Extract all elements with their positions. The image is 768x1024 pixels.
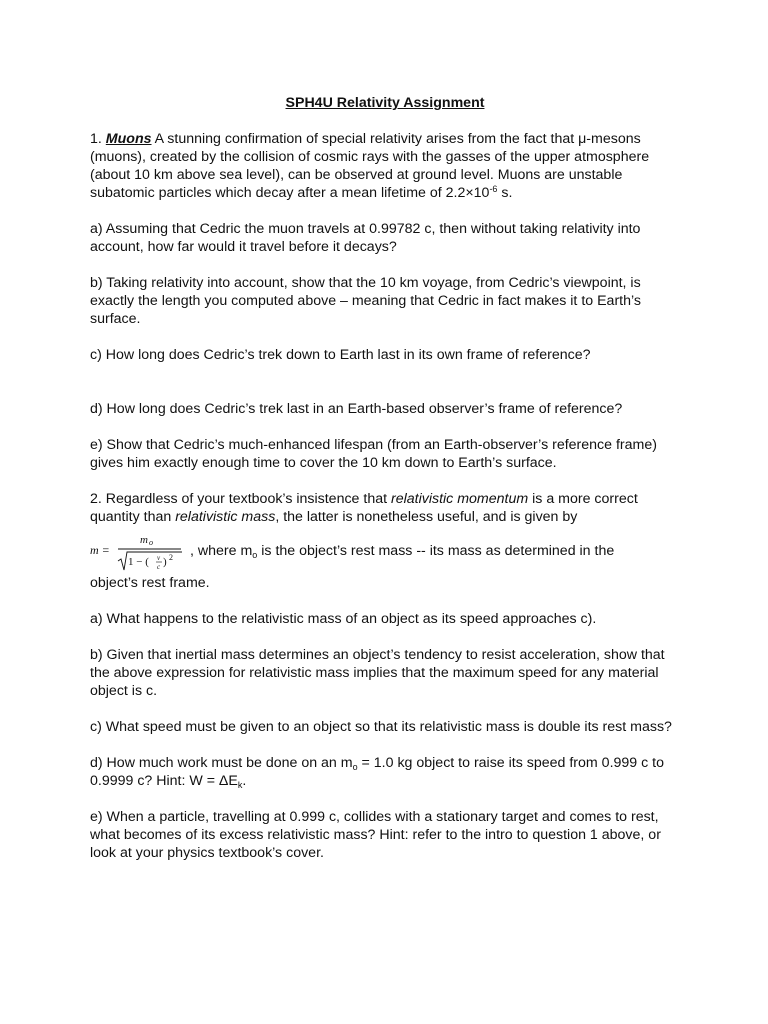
question-1d: d) How long does Cedric’s trek last in an Earth-based observer’s frame of reference? bbox=[90, 401, 623, 417]
formula-explanation bbox=[190, 542, 614, 560]
formula-close: ) bbox=[163, 556, 167, 568]
question-2-intro-end: , the latter is nonetheless useful, and is given by bbox=[275, 509, 578, 525]
question-1-heading: Muons bbox=[105, 131, 152, 147]
formula-numerator-sub: o bbox=[149, 538, 153, 547]
question-2b: b) Given that inertial mass determines an object’s tendency to resist acceleration, show that the above expression for relativistic mass implies that the maximum speed for any material object is c. bbox=[90, 647, 665, 699]
formula-c: c bbox=[157, 563, 161, 571]
rest-mass-sub: o bbox=[252, 550, 258, 560]
formula-numerator: m bbox=[140, 534, 148, 546]
formula-power: 2 bbox=[169, 553, 173, 562]
question-2e: e) When a particle, travelling at 0.999 c, collides with a stationary target and comes to rest, what becomes of its excess relativistic mass? Hint: refer to the intro to question 1 above, or look at your physics textbook’s cover. bbox=[90, 809, 661, 861]
question-1-intro-text: A stunning confirmation of special relativity arises from the fact that μ-mesons (muons), created by the collision of cosmic rays with the gasses of the upper atmosphere (about 10 km above sea level), can be observed at ground level. Muons are unstable subatomic particles which decay after a mean lifetime of 2.2×10 bbox=[90, 131, 650, 201]
question-2d-text-a: d) How much work must be done on an m bbox=[90, 755, 353, 771]
relativistic-momentum-term: relativistic momentum bbox=[391, 491, 529, 507]
question-2d-sub: o bbox=[352, 762, 358, 772]
formula-denominator: 1 − ( bbox=[128, 556, 149, 568]
question-2-intro bbox=[90, 490, 680, 526]
page-title: SPH4U Relativity Assignment bbox=[285, 95, 485, 111]
document-body bbox=[90, 94, 680, 880]
relativistic-mass-term: relativistic mass bbox=[175, 509, 276, 525]
question-1a: a) Assuming that Cedric the muon travels at 0.99782 c, then without taking relativity into account, how far would it travel before it decays? bbox=[90, 221, 641, 255]
lifetime-exponent: -6 bbox=[489, 184, 498, 194]
question-2-intro-mid: is a more correct quantity than bbox=[90, 491, 638, 525]
question-1c: c) How long does Cedric’s trek down to Earth last in its own frame of reference? bbox=[90, 347, 591, 363]
question-2d-text-b: = 1.0 kg object to raise its speed from 0.999 c to 0.9999 c? Hint: W = ΔE bbox=[90, 755, 664, 789]
question-2c: c) What speed must be given to an object so that its relativistic mass is double its rest mass? bbox=[90, 719, 672, 735]
relativistic-mass-formula bbox=[90, 530, 186, 572]
kinetic-energy-sub: k bbox=[237, 780, 243, 790]
formula-explanation-b: is the object’s rest mass -- its mass as determined in the bbox=[257, 543, 615, 559]
question-2d-text-c: . bbox=[242, 773, 247, 789]
question-1-number: 1. bbox=[90, 131, 102, 147]
formula-v: v bbox=[157, 554, 161, 562]
question-1b: b) Taking relativity into account, show that the 10 km voyage, from Cedric’s viewpoint, is exactly the length you computed above – meaning that Cedric in fact makes it to Earth’s surface. bbox=[90, 275, 641, 327]
question-2d bbox=[90, 754, 680, 790]
question-1e: e) Show that Cedric’s much-enhanced lifespan (from an Earth-observer’s reference frame) gives him exactly enough time to cover the 10 km down to Earth’s surface. bbox=[90, 437, 657, 471]
relativistic-mass-formula-line bbox=[90, 530, 680, 572]
question-1-intro-end: s. bbox=[497, 185, 513, 201]
question-1-intro bbox=[90, 130, 680, 202]
formula-lhs: m = bbox=[90, 543, 110, 557]
formula-explanation-a: , where m bbox=[190, 543, 253, 559]
formula-explanation-line2: object’s rest frame. bbox=[90, 575, 210, 591]
question-2a: a) What happens to the relativistic mass of an object as its speed approaches c). bbox=[90, 611, 597, 627]
question-2-intro-text: 2. Regardless of your textbook’s insistence that bbox=[90, 491, 391, 507]
